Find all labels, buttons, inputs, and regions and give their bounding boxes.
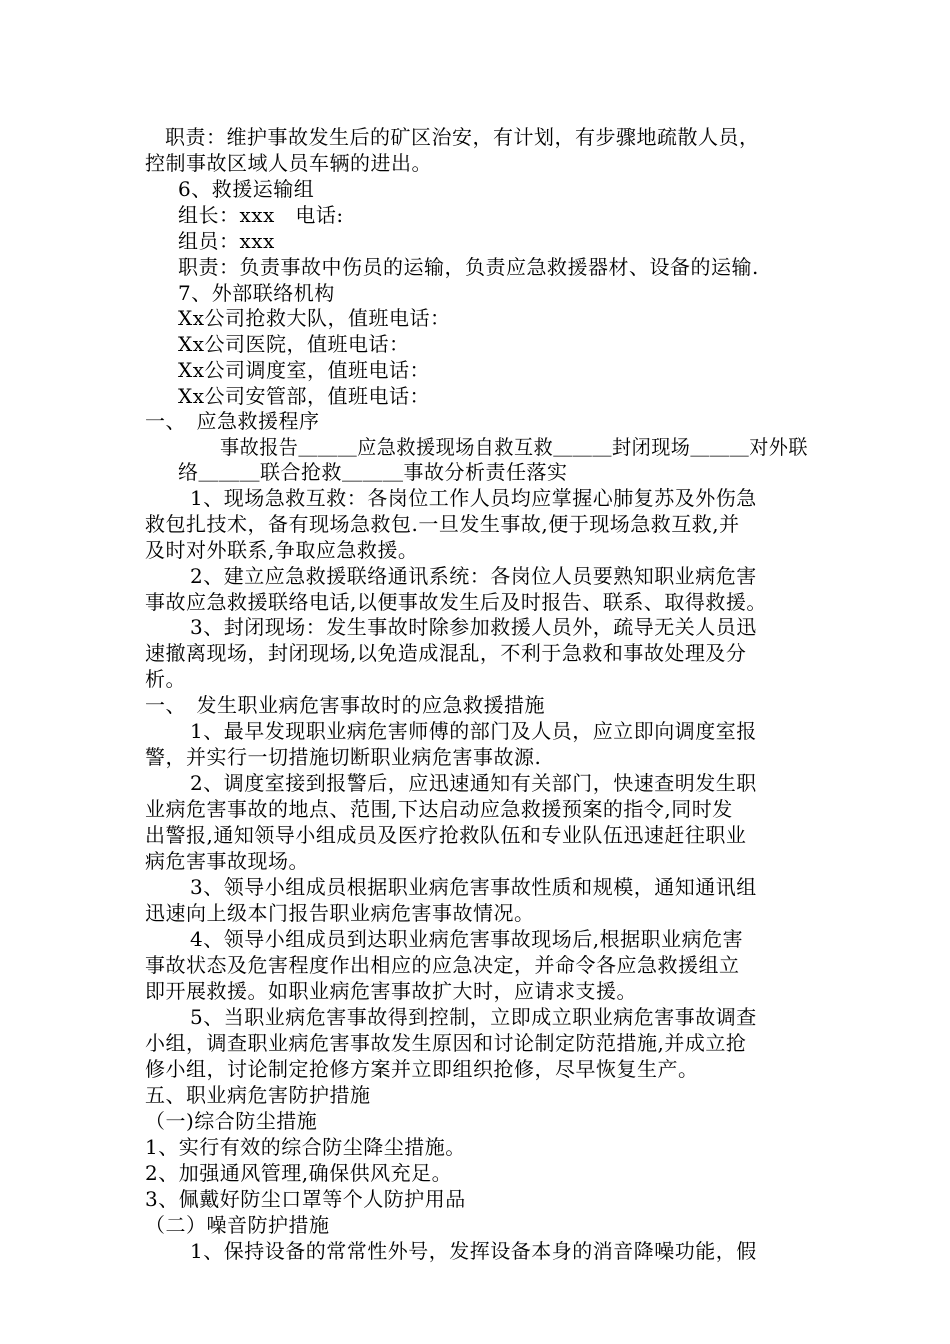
text-line: 事故报告＿＿＿应急救援现场自救互救＿＿＿封闭现场＿＿＿对外联 [220,435,809,459]
list-item: 3、佩戴好防尘口罩等个人防护用品 [145,1187,466,1211]
text-line: 3、封闭现场：发生事故时除参加救援人员外，疏导无关人员迅 [190,615,757,639]
text-line: 及时对外联系,争取应急救援。 [145,538,419,562]
text-line: 组长：xxx 电话: [178,203,344,227]
section-heading: 6、救援运输组 [178,177,315,201]
text-line: 病危害事故现场。 [145,849,309,873]
section-heading: 一、 发生职业病危害事故时的应急救援措施 [145,693,545,717]
text-line: 职责：维护事故发生后的矿区治安，有计划，有步骤地疏散人员， [165,125,760,149]
text-line: 1、现场急救互救：各岗位工作人员均应掌握心肺复苏及外伤急 [190,486,757,510]
text-line: Xx公司抢救大队，值班电话： [178,306,451,330]
text-line: 事故应急救援联络电话,以便事故发生后及时报告、联系、取得救援。 [145,590,767,614]
text-line: 1、最早发现职业病危害师傅的部门及人员，应立即向调度室报 [190,719,757,743]
text-line: 小组，调查职业病危害事故发生原因和讨论制定防范措施,并成立抢 [145,1031,747,1055]
text-line: 出警报,通知领导小组成员及医疗抢救队伍和专业队伍迅速赶往职业 [145,823,747,847]
text-line: 组员：xxx [178,229,275,253]
section-heading: 7、外部联络机构 [178,281,335,305]
list-item: 1、实行有效的综合防尘降尘措施。 [145,1135,466,1159]
text-line: Xx公司调度室，值班电话： [178,358,431,382]
text-line: 业病危害事故的地点、范围,下达启动应急救援预案的指令,同时发 [145,797,733,821]
text-line: 救包扎技术，备有现场急救包.一旦发生事故,便于现场急救互救,并 [145,512,740,536]
text-line: 即开展救援。如职业病危害事故扩大时，应请求支援。 [145,979,637,1003]
text-line: Xx公司安管部，值班电话： [178,384,431,408]
subsection-heading: （二）噪音防护措施 [145,1213,330,1237]
text-line: 事故状态及危害程度作出相应的应急决定，并命令各应急救援组立 [145,953,740,977]
text-line: 职责：负责事故中伤员的运输，负责应急救援器材、设备的运输. [178,255,759,279]
list-item: 2、加强通风管理,确保供风充足。 [145,1161,453,1185]
text-line: 析。 [145,667,186,691]
text-line: 速撤离现场，封闭现场,以免造成混乱，不利于急救和事故处理及分 [145,641,747,665]
text-line: 4、领导小组成员到达职业病危害事故现场后,根据职业病危害 [190,927,744,951]
text-line: 2、调度室接到报警后，应迅速通知有关部门，快速查明发生职 [190,771,757,795]
text-line: 迅速向上级本门报告职业病危害事故情况。 [145,901,535,925]
text-line: 5、当职业病危害事故得到控制，立即成立职业病危害事故调查 [190,1005,757,1029]
section-heading: 五、职业病危害防护措施 [145,1083,371,1107]
section-heading: 一、 应急救援程序 [145,409,320,433]
text-line: 警，并实行一切措施切断职业病危害事故源. [145,745,542,769]
text-line: 2、建立应急救援联络通讯系统：各岗位人员要熟知职业病危害 [190,564,757,588]
text-line: 络＿＿＿联合抢救＿＿＿事故分析责任落实 [178,460,568,484]
text-line: Xx公司医院，值班电话： [178,332,410,356]
subsection-heading: （一)综合防尘措施 [145,1109,318,1133]
text-line: 修小组，讨论制定抢修方案并立即组织抢修，尽早恢复生产。 [145,1057,699,1081]
text-line: 3、领导小组成员根据职业病危害事故性质和规模，通知通讯组 [190,875,757,899]
text-line: 控制事故区域人员车辆的进出。 [145,151,432,175]
text-line: 1、保持设备的常常性外号，发挥设备本身的消音降噪功能，假 [190,1239,757,1263]
